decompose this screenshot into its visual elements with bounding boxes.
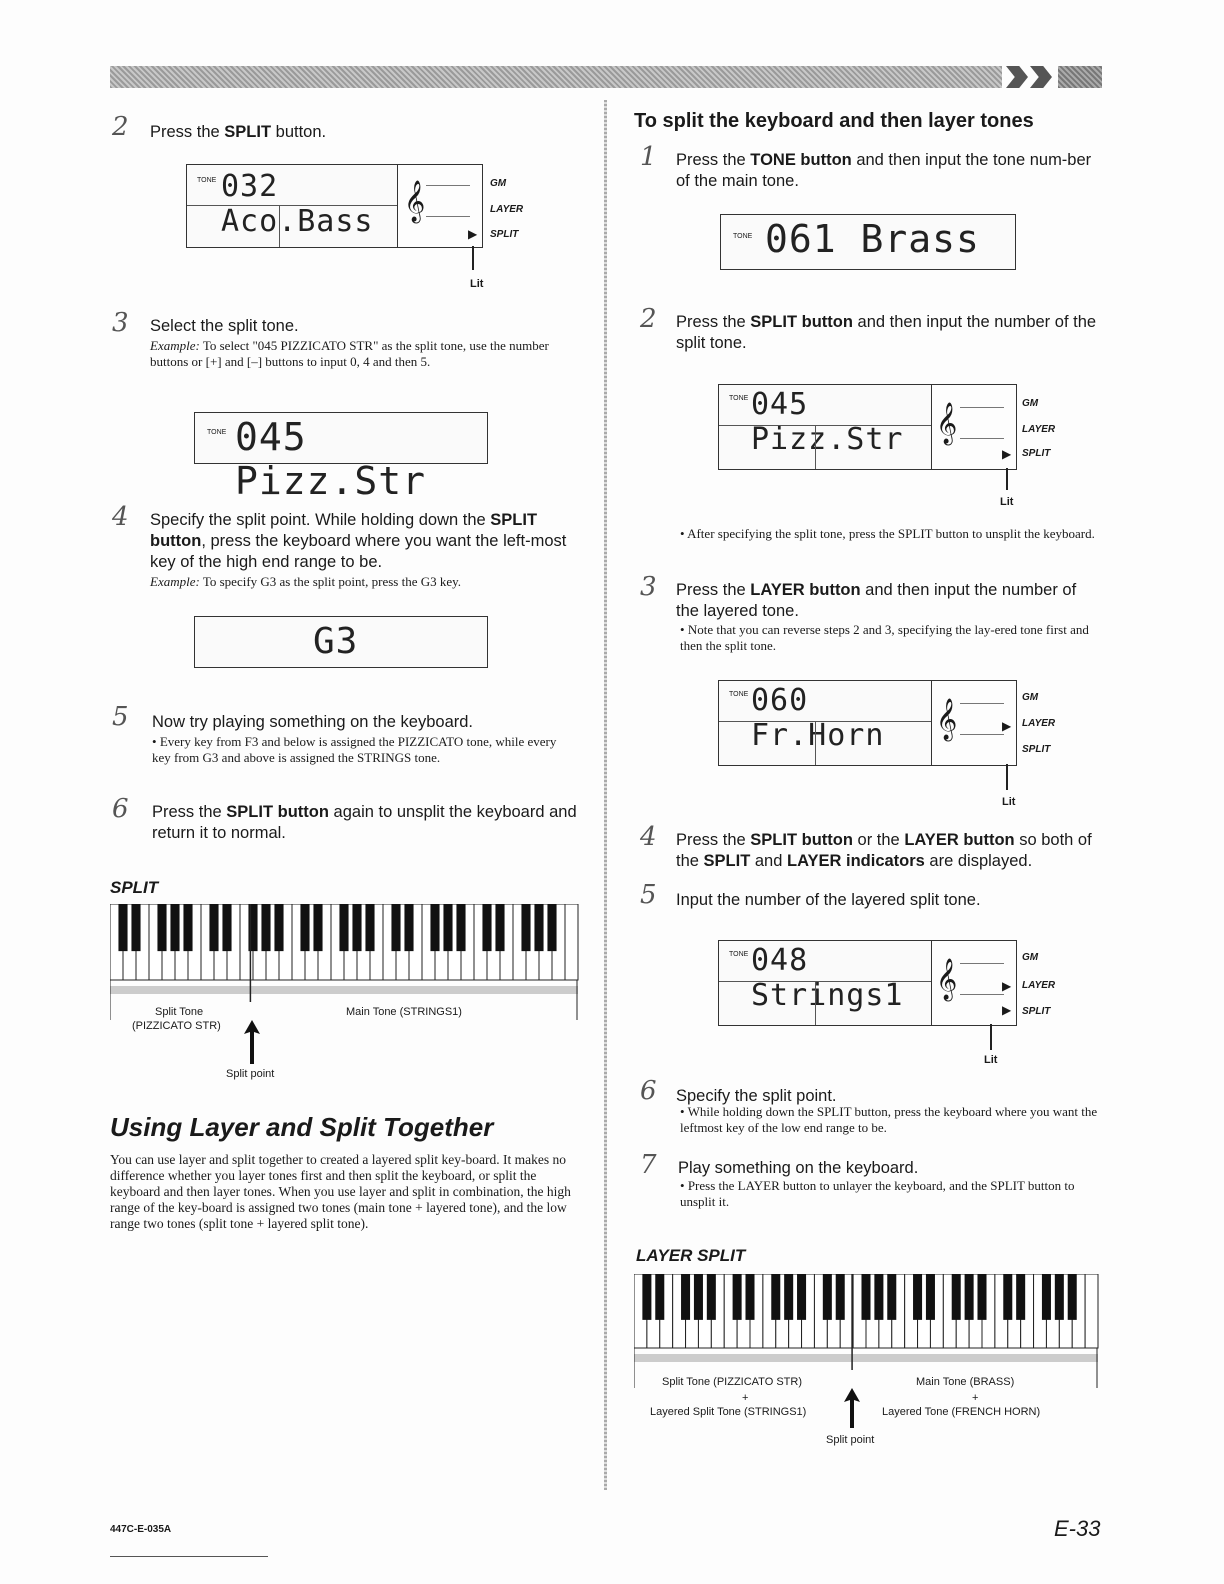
white-key bbox=[565, 904, 578, 980]
lcd-text: 048 Strings1 bbox=[751, 943, 904, 1013]
black-key bbox=[339, 904, 348, 951]
step-7-text: Play something on the keyboard. bbox=[678, 1159, 919, 1177]
main-tone-label: Main Tone (BRASS) bbox=[916, 1376, 1015, 1388]
document-code: 447C-E-035A bbox=[110, 1524, 172, 1535]
split-indicator: SPLIT bbox=[1022, 448, 1051, 459]
layer-marker-icon: ▶ bbox=[1002, 719, 1012, 733]
step-4-text-right: Press the SPLIT button or the LAYER button so both of the SPLIT and LAYER indicators are displayed. bbox=[676, 831, 1092, 870]
treble-clef-icon: 𝄞 bbox=[936, 403, 958, 444]
layer-split-keyboard-diagram bbox=[634, 1274, 1100, 1388]
black-key bbox=[547, 904, 556, 951]
black-key bbox=[391, 904, 400, 951]
black-key bbox=[861, 1274, 870, 1320]
tone-label: TONE bbox=[733, 233, 753, 240]
arrow-up-icon bbox=[840, 1388, 864, 1428]
black-key bbox=[694, 1274, 703, 1320]
black-key bbox=[655, 1274, 664, 1320]
black-key bbox=[131, 904, 140, 951]
staff-box bbox=[930, 384, 1017, 470]
gm-indicator: GM bbox=[1022, 398, 1039, 409]
step-number: 1 bbox=[640, 142, 657, 172]
black-key bbox=[823, 1274, 832, 1320]
staff-box bbox=[930, 940, 1017, 1026]
black-key bbox=[1055, 1274, 1064, 1320]
layer-indicator: LAYER bbox=[1022, 718, 1056, 729]
black-key bbox=[430, 904, 439, 951]
lcd-display bbox=[718, 680, 932, 766]
step-3-example: Example: To select "045 PIZZICATO STR" as the split tone, use the number buttons or [+] and [–] buttons to input 0, 4 and then 5. bbox=[150, 338, 549, 369]
step-2-bullet: • After specifying the split tone, press the SPLIT button to unsplit the keyboard. bbox=[680, 526, 1095, 541]
black-key bbox=[534, 904, 543, 951]
black-key bbox=[352, 904, 361, 951]
layer-indicator: LAYER bbox=[490, 204, 524, 215]
black-key bbox=[300, 904, 309, 951]
step-3-text-right: Press the LAYER button and then input the number of the layered tone. bbox=[676, 581, 1077, 620]
step-4-example: Example: To specify G3 as the split point, press the G3 key. bbox=[150, 574, 462, 589]
black-key bbox=[784, 1274, 793, 1320]
black-key bbox=[456, 904, 465, 951]
black-key bbox=[261, 904, 270, 951]
section-title: Using Layer and Split Together bbox=[110, 1112, 494, 1142]
black-key bbox=[745, 1274, 754, 1320]
black-key bbox=[836, 1274, 845, 1320]
black-key bbox=[926, 1274, 935, 1320]
step-number: 2 bbox=[640, 304, 657, 334]
step-2-text-right: Press the SPLIT button and then input the number of the split tone. bbox=[676, 313, 1097, 352]
range-bar bbox=[110, 986, 578, 994]
black-key bbox=[1003, 1274, 1012, 1320]
split-marker-icon: ▶ bbox=[1002, 447, 1012, 461]
step-number: 7 bbox=[640, 1150, 657, 1180]
black-key bbox=[771, 1274, 780, 1320]
black-key bbox=[274, 904, 283, 951]
split-point-label: Split point bbox=[826, 1434, 875, 1446]
split-point-label: Split point bbox=[226, 1068, 275, 1080]
black-key bbox=[365, 904, 374, 951]
tone-label: TONE bbox=[729, 691, 749, 698]
step-3-text: Select the split tone. bbox=[150, 317, 299, 335]
split-tone-label: Split Tone bbox=[155, 1006, 204, 1018]
treble-clef-icon: 𝄞 bbox=[936, 959, 958, 1000]
black-key bbox=[404, 904, 413, 951]
main-tone-label: Main Tone (STRINGS1) bbox=[346, 1006, 462, 1018]
black-key bbox=[521, 904, 530, 951]
lcd-display bbox=[720, 214, 1016, 270]
staff-box bbox=[930, 680, 1017, 766]
layered-tone-label: Layered Tone (FRENCH HORN) bbox=[882, 1406, 1041, 1418]
gm-indicator: GM bbox=[1022, 952, 1039, 963]
treble-clef-icon: 𝄞 bbox=[404, 181, 426, 222]
step-6-text-right: Specify the split point. bbox=[676, 1087, 837, 1105]
layer-indicator: LAYER bbox=[1022, 980, 1056, 991]
black-key bbox=[118, 904, 127, 951]
black-key bbox=[733, 1274, 742, 1320]
black-key bbox=[952, 1274, 961, 1320]
step-5-text-right: Input the number of the layered split tone. bbox=[676, 891, 981, 909]
arrow-up-icon bbox=[240, 1020, 264, 1064]
step-6-text: Press the SPLIT button again to unsplit the keyboard and return it to normal. bbox=[152, 803, 577, 842]
lcd-display bbox=[718, 384, 932, 470]
lcd-display bbox=[718, 940, 932, 1026]
black-key bbox=[681, 1274, 690, 1320]
black-key bbox=[1016, 1274, 1025, 1320]
black-key bbox=[797, 1274, 806, 1320]
tone-label: TONE bbox=[197, 177, 217, 184]
layer-indicator: LAYER bbox=[1022, 424, 1056, 435]
step-number: 6 bbox=[640, 1076, 657, 1106]
black-key bbox=[1068, 1274, 1077, 1320]
keyboard-title: LAYER SPLIT bbox=[636, 1246, 746, 1265]
step-1-text: Press the TONE button and then input the tone num-ber of the main tone. bbox=[676, 151, 1092, 190]
black-key bbox=[183, 904, 192, 951]
black-key bbox=[157, 904, 166, 951]
step-6-bullet: • While holding down the SPLIT button, press the keyboard where you want the leftmost key of the low end range to be. bbox=[680, 1104, 1098, 1135]
lit-label: Lit bbox=[1000, 496, 1014, 508]
black-key bbox=[495, 904, 504, 951]
black-key bbox=[1042, 1274, 1051, 1320]
column-divider bbox=[604, 100, 607, 1490]
step-2-text: Press the SPLIT button. bbox=[150, 123, 327, 141]
black-key bbox=[887, 1274, 896, 1320]
header-bar bbox=[110, 66, 1102, 88]
lcd-display bbox=[186, 164, 398, 248]
black-key bbox=[707, 1274, 716, 1320]
gm-indicator: GM bbox=[1022, 692, 1039, 703]
step-number: 4 bbox=[640, 822, 657, 852]
lcd-text: 032 Aco.Bass bbox=[221, 169, 374, 239]
black-key bbox=[977, 1274, 986, 1320]
tone-label: TONE bbox=[729, 395, 749, 402]
black-key bbox=[965, 1274, 974, 1320]
plus-sign: + bbox=[972, 1392, 979, 1404]
black-key bbox=[874, 1274, 883, 1320]
lcd-text: 045 Pizz.Str bbox=[235, 415, 427, 503]
step-number: 3 bbox=[640, 572, 657, 602]
lcd-text: 061 Brass bbox=[765, 217, 980, 261]
lcd-text: 045 Pizz.Str bbox=[751, 387, 904, 457]
step-number: 5 bbox=[112, 702, 129, 732]
treble-clef-icon: 𝄞 bbox=[936, 699, 958, 740]
gm-indicator: GM bbox=[490, 178, 507, 189]
split-indicator: SPLIT bbox=[490, 229, 519, 240]
section-paragraph: You can use layer and split together to created a layered split key-board. It makes no difference whether you layer tones first and then split the keyboard, or split the keyboard and then layer tones. When you use layer and split in combination, the high range of the key-board is assigned two tones (main tone + layered tone), and the low range two tones (split tone + layered split tone). bbox=[110, 1152, 571, 1231]
tone-label: TONE bbox=[729, 951, 749, 958]
split-tone-name: (PIZZICATO STR) bbox=[132, 1020, 221, 1032]
split-indicator: SPLIT bbox=[1022, 1006, 1051, 1017]
split-marker-icon: ▶ bbox=[1002, 1003, 1012, 1017]
lcd-display bbox=[194, 616, 488, 668]
section-heading: To split the keyboard and then layer tones bbox=[634, 110, 1034, 132]
lit-label: Lit bbox=[984, 1054, 998, 1066]
step-5-text: Now try playing something on the keyboard. bbox=[152, 713, 474, 731]
lcd-text: G3 bbox=[313, 621, 359, 662]
range-bar bbox=[634, 1354, 1098, 1362]
staff-box bbox=[396, 164, 483, 248]
split-marker-icon: ▶ bbox=[468, 227, 478, 241]
step-number: 5 bbox=[640, 880, 657, 910]
step-5-bullet: • Every key from F3 and below is assigned the PIZZICATO tone, while every key from G3 and above is assigned the STRINGS tone. bbox=[152, 734, 557, 765]
lcd-text: 060 Fr.Horn bbox=[751, 683, 885, 753]
tone-label: TONE bbox=[207, 429, 227, 436]
black-key bbox=[313, 904, 322, 951]
step-7-bullet: • Press the LAYER button to unlayer the keyboard, and the SPLIT button to unsplit it. bbox=[680, 1178, 1075, 1209]
layered-split-tone-label: Layered Split Tone (STRINGS1) bbox=[650, 1406, 807, 1418]
step-number: 4 bbox=[112, 502, 129, 532]
keyboard-title: SPLIT bbox=[110, 878, 159, 897]
lit-label: Lit bbox=[1002, 796, 1016, 808]
black-key bbox=[222, 904, 231, 951]
step-number: 2 bbox=[112, 112, 129, 142]
plus-sign: + bbox=[742, 1392, 749, 1404]
step-number: 3 bbox=[112, 308, 129, 338]
split-indicator: SPLIT bbox=[1022, 744, 1051, 755]
step-4-text: Specify the split point. While holding down the SPLIT button, press the keyboard where you want the left-most key of the high end range to be. bbox=[150, 511, 567, 571]
split-keyboard-diagram bbox=[110, 904, 580, 1022]
layer-marker-icon: ▶ bbox=[1002, 979, 1012, 993]
black-key bbox=[209, 904, 218, 951]
black-key bbox=[913, 1274, 922, 1320]
lcd-display bbox=[194, 412, 488, 503]
split-tone-label: Split Tone (PIZZICATO STR) bbox=[662, 1376, 802, 1388]
lit-label: Lit bbox=[470, 278, 484, 290]
white-key bbox=[1085, 1274, 1098, 1348]
step-3-bullet: • Note that you can reverse steps 2 and 3, specifying the lay-ered tone first and then the split tone. bbox=[680, 622, 1089, 653]
black-key bbox=[170, 904, 179, 951]
page-number: E-33 bbox=[1054, 1516, 1101, 1541]
black-key bbox=[482, 904, 491, 951]
black-key bbox=[443, 904, 452, 951]
step-number: 6 bbox=[112, 794, 129, 824]
black-key bbox=[642, 1274, 651, 1320]
